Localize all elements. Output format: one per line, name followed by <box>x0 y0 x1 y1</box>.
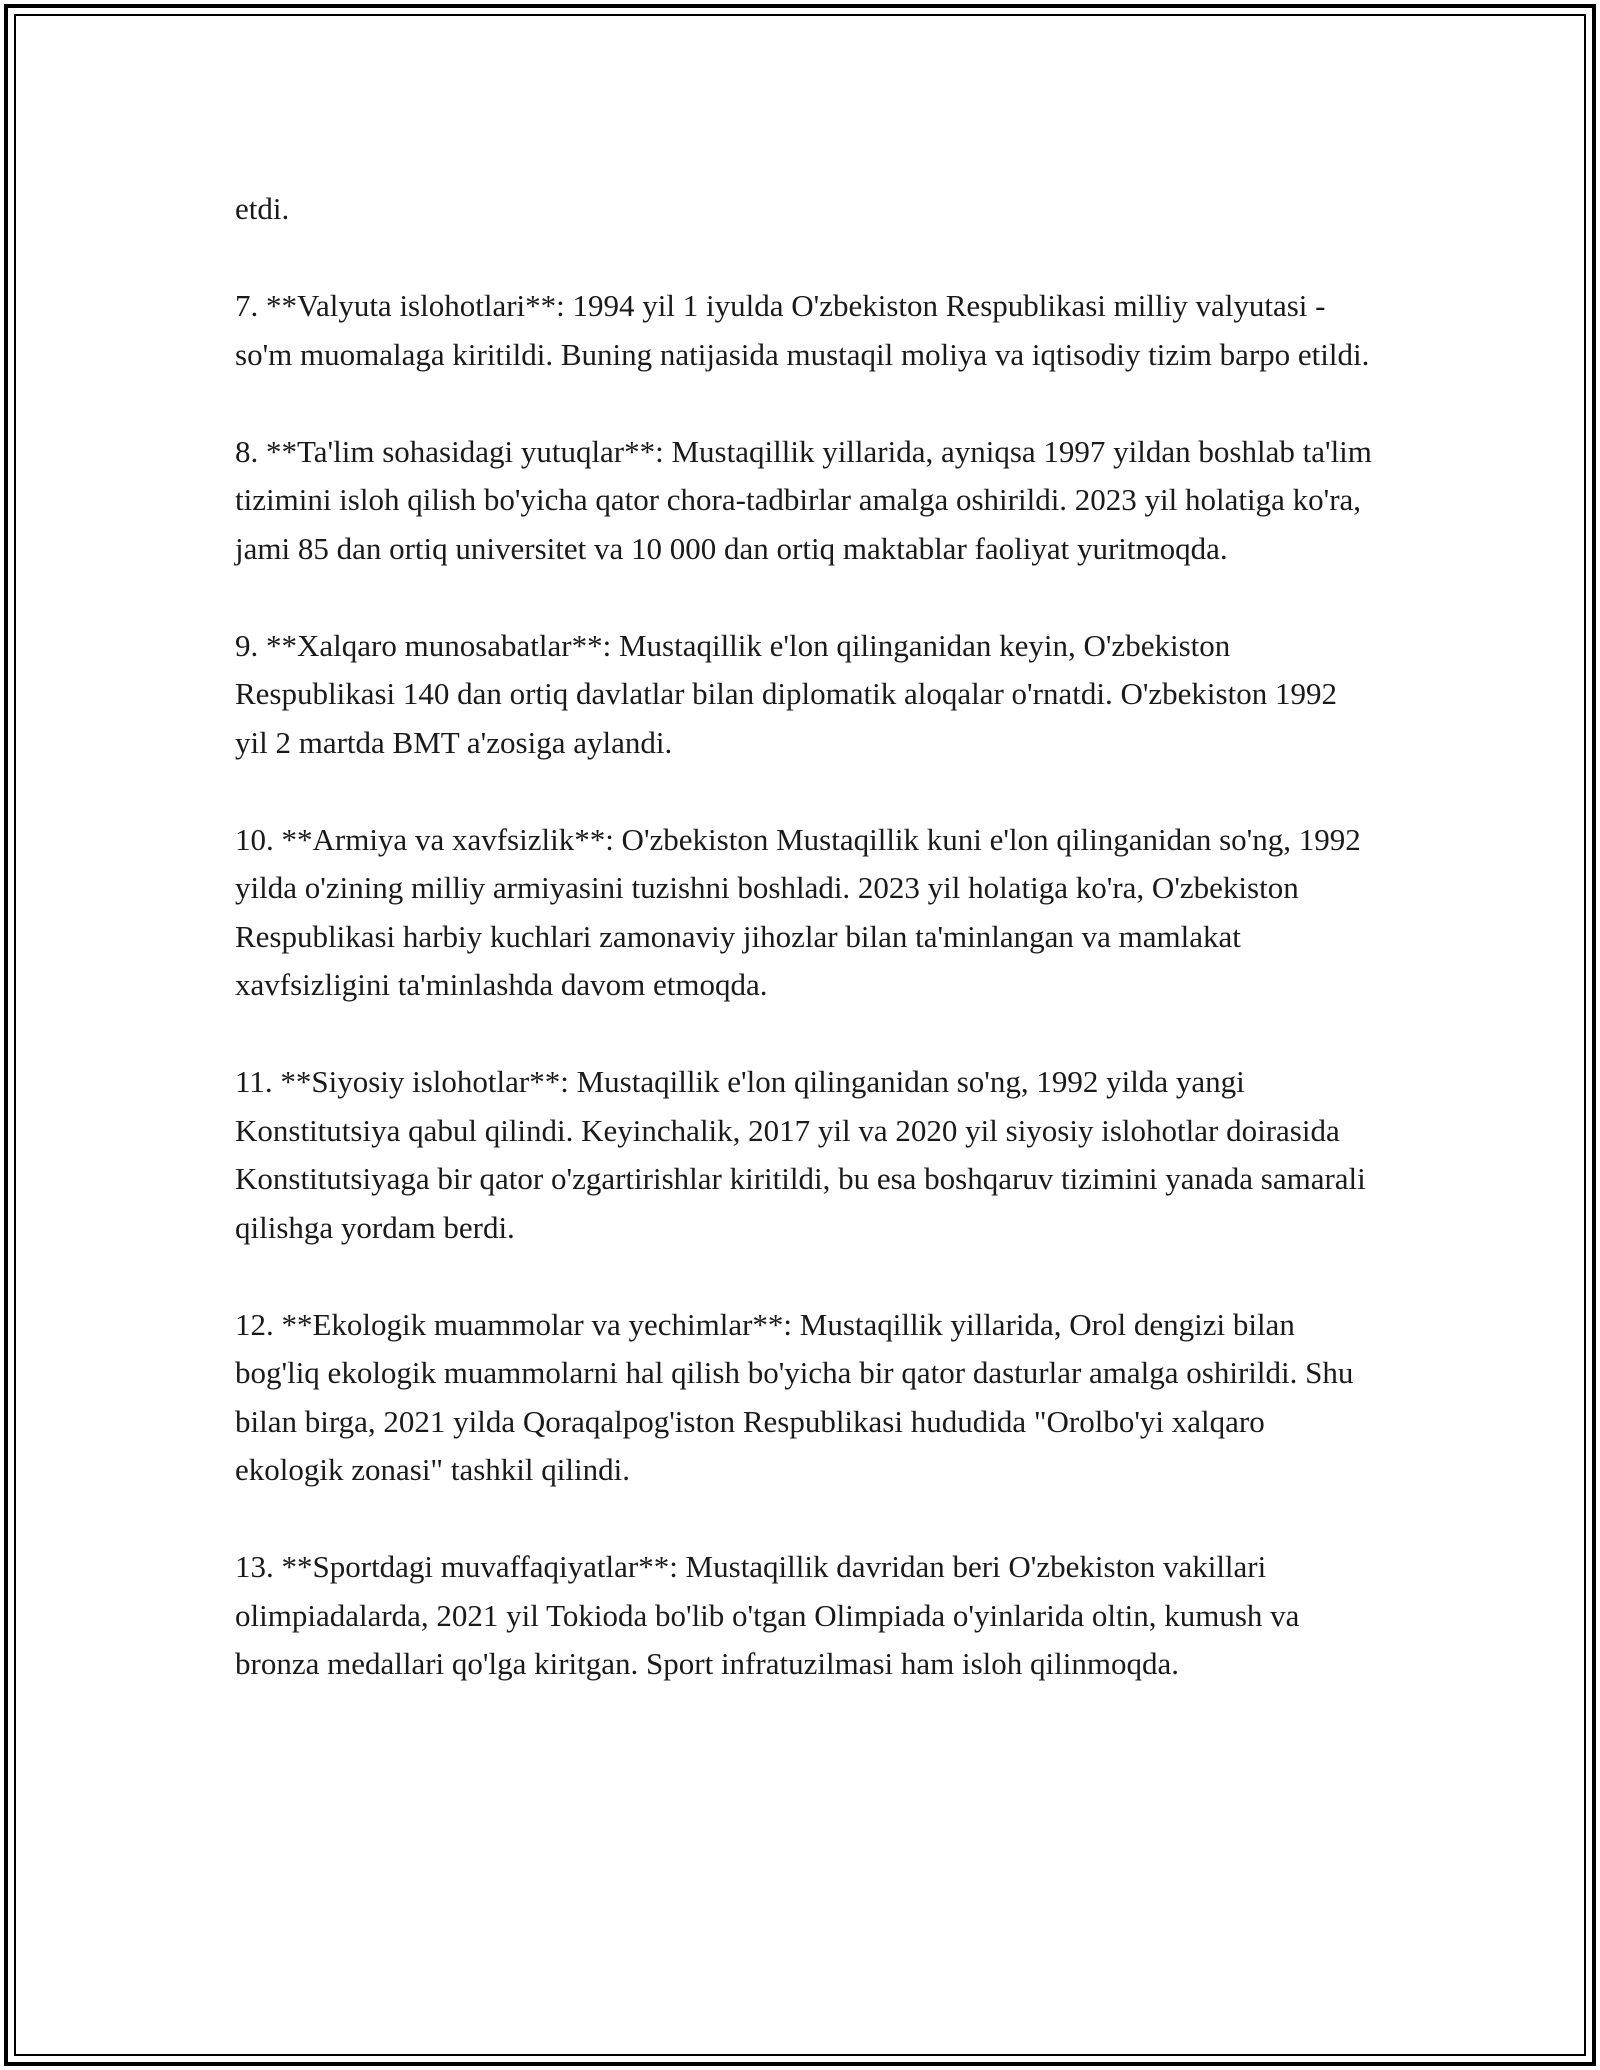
paragraph-currency-reforms: 7. **Valyuta islohotlari**: 1994 yil 1 iyulda O'zbekiston Respublikasi milliy valyutasi - so'm muomalaga kiritildi. Buning natijasida mustaqil moliya va iqtisodiy tizim barpo etildi. <box>235 288 1370 372</box>
paragraph-education-achievements: 8. **Ta'lim sohasidagi yutuqlar**: Mustaqillik yillarida, ayniqsa 1997 yildan boshlab ta'lim tizimini isloh qilish bo'yicha qator chora-tadbirlar amalga oshirildi. 2023 yil holatiga ko'ra, jami 85 dan ortiq universitet va 10 000 dan ortiq maktablar faoliyat yuritmoqda. <box>235 433 1372 566</box>
paragraph-army-security: 10. **Armiya va xavfsizlik**: O'zbekiston Mustaqillik kuni e'lon qilinganidan so'ng, 1992 yilda o'zining milliy armiyasini tuzishni boshladi. 2023 yil holatiga ko'ra, O'zbekiston Respublikasi harbiy kuchlari zamonaviy jihozlar bilan ta'minlangan va mamlakat xavfsizligini ta'minlashda davom etmoqda. <box>235 821 1361 1002</box>
paragraph-continuation: etdi. <box>235 191 290 226</box>
paragraph-international-relations: 9. **Xalqaro munosabatlar**: Mustaqillik e'lon qilinganidan keyin, O'zbekiston Respublikasi 140 dan ortiq davlatlar bilan diplomatik aloqalar o'rnatdi. O'zbekiston 1992 yil 2 martda BMT a'zosiga aylandi. <box>235 627 1337 760</box>
paragraph-political-reforms: 11. **Siyosiy islohotlar**: Mustaqillik e'lon qilinganidan so'ng, 1992 yilda yangi Konstitutsiya qabul qilindi. Keyinchalik, 2017 yil va 2020 yil siyosiy islohotlar doirasida Konstitutsiyaga bir qator o'zgartirishlar kiritildi, bu esa boshqaruv tizimini yanada samarali qilishga yordam berdi. <box>235 1064 1366 1245</box>
document-body <box>235 185 1375 1689</box>
paragraph-ecological-issues: 12. **Ekologik muammolar va yechimlar**: Mustaqillik yillarida, Orol dengizi bilan bog'liq ekologik muammolarni hal qilish bo'yicha bir qator dasturlar amalga oshirildi. Shu bilan birga, 2021 yilda Qoraqalpog'iston Respublikasi hududida "Orolbo'yi xalqaro ekologik zonasi" tashkil qilindi. <box>235 1306 1354 1487</box>
paragraph-sports-achievements: 13. **Sportdagi muvaffaqiyatlar**: Mustaqillik davridan beri O'zbekiston vakillari olimpiadalarda, 2021 yil Tokioda bo'lib o'tgan Olimpiada o'yinlarida oltin, kumush va bronza medallari qo'lga kiritgan. Sport infratuzilmasi ham isloh qilinmoqda. <box>235 1549 1300 1681</box>
